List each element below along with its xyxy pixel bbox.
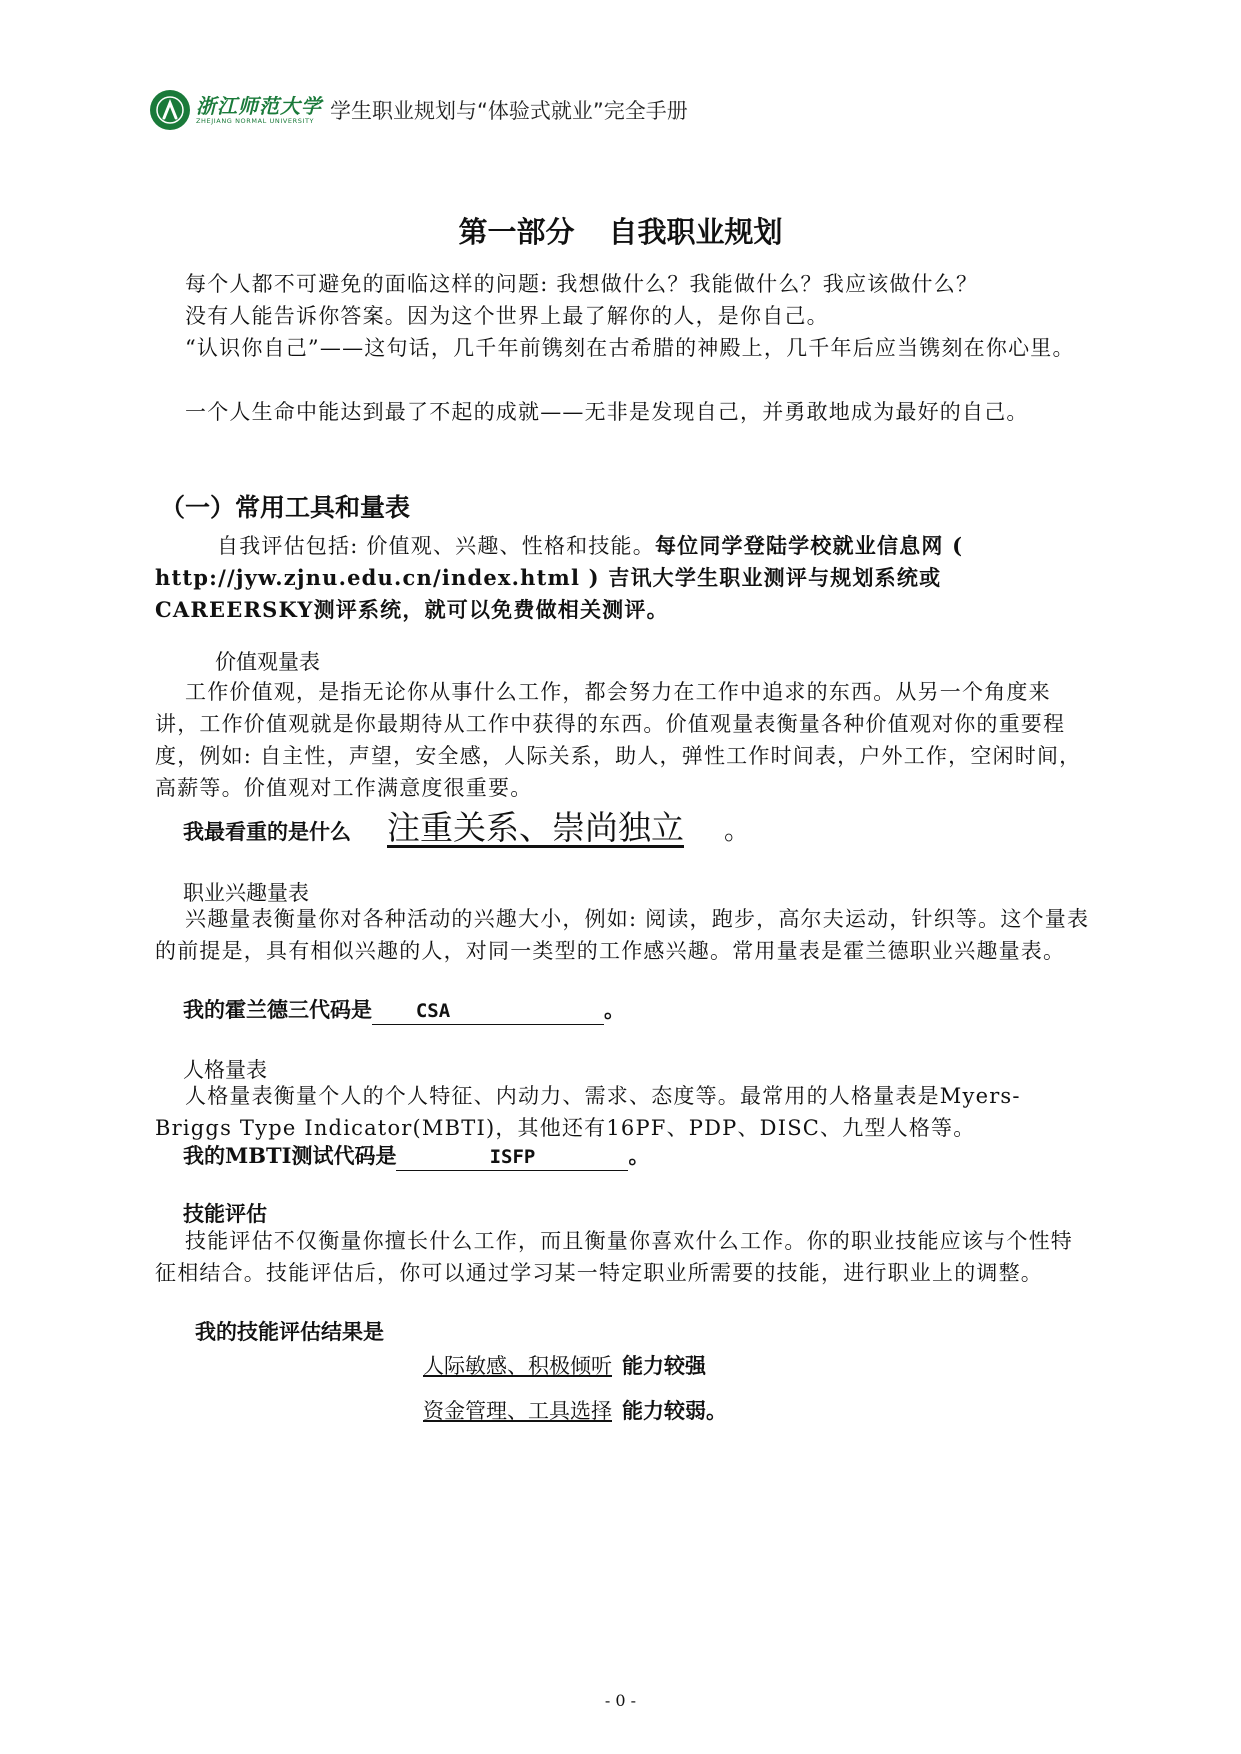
lead-bold-text: 每位同学登陆学校就业信息网 ( http://jyw.zjnu.edu.cn/index.html ) 吉讯大学生职业测评与规划系统或CAREERSKY测评系统，就可以免费做相关测评。 bbox=[155, 533, 964, 622]
skills-weak-line bbox=[389, 1395, 727, 1425]
values-prompt: 我最看重的是什么 bbox=[183, 820, 351, 844]
intro-paragraph-3: “认识你自己”——这句话，几千年前镌刻在古希腊的神殿上，几千年后应当镌刻在你心里。 bbox=[185, 336, 1075, 360]
interest-end: 。 bbox=[604, 997, 625, 1022]
logo-chinese-name: 浙江师范大学 bbox=[196, 94, 322, 118]
university-logo-text bbox=[196, 95, 322, 125]
university-logo-icon bbox=[150, 90, 190, 130]
values-heading: 价值观量表 bbox=[215, 650, 320, 674]
skills-weak-suffix: 能力较弱。 bbox=[622, 1398, 727, 1423]
interest-body: 兴趣量表衡量你对各种活动的兴趣大小，例如: 阅读，跑步，高尔夫运动，针织等。这个量表的前提是，具有相似兴趣的人，对同一类型的工作感兴趣。常用量表是霍兰德职业兴趣量表。 bbox=[155, 907, 1090, 963]
part-title bbox=[0, 210, 1241, 251]
personality-body: 人格量表衡量个人的个人特征、内动力、需求、态度等。最常用的人格量表是Myers-Briggs Type Indicator(MBTI)，其他还有16PF、PDP、DISC、九型人格等。 bbox=[155, 1084, 1021, 1140]
intro-paragraph-4: 一个人生命中能达到最了不起的成就——无非是发现自己，并勇敢地成为最好的自己。 bbox=[185, 400, 1029, 424]
values-answer-line bbox=[183, 802, 750, 849]
skills-strong-line bbox=[389, 1350, 706, 1380]
page-number: - 0 - bbox=[604, 1691, 637, 1710]
intro-line-2: 没有人能告诉你答案。因为这个世界上最了解你的人，是你自己。 bbox=[185, 304, 829, 328]
handbook-title: 学生职业规划与“体验式就业”完全手册 bbox=[330, 99, 688, 123]
values-end: 。 bbox=[724, 816, 751, 846]
skills-weak-answer: 资金管理、工具选择 bbox=[423, 1399, 612, 1423]
skills-strong-suffix: 能力较强 bbox=[622, 1353, 706, 1378]
personality-end: 。 bbox=[628, 1143, 650, 1168]
interest-answer-line bbox=[183, 994, 625, 1025]
page-header bbox=[150, 88, 688, 132]
part-number: 第一部分 bbox=[458, 215, 575, 249]
values-body: 工作价值观，是指无论你从事什么工作，都会努力在工作中追求的东西。从另一个角度来讲，工作价值观就是你最期待从工作中获得的东西。价值观量表衡量各种价值观对你的重要程度，例如: 自主性，声望，安全感，人际关系，助人，弹性工作时间表，户外工作，空闲时间，高薪等。价值观对工作满意度很重要。 bbox=[155, 680, 1082, 800]
personality-heading: 人格量表 bbox=[183, 1058, 267, 1082]
skills-heading: 技能评估 bbox=[183, 1202, 267, 1226]
personality-prompt: 我的MBTI测试代码是 bbox=[183, 1143, 397, 1168]
interest-answer: CSA bbox=[372, 998, 604, 1025]
personality-answer: ISFP bbox=[396, 1144, 628, 1171]
skills-body: 技能评估不仅衡量你擅长什么工作，而且衡量你喜欢什么工作。你的职业技能应该与个性特征相结合。技能评估后，你可以通过学习某一特定职业所需要的技能，进行职业上的调整。 bbox=[155, 1229, 1073, 1285]
skills-strong-answer: 人际敏感、积极倾听 bbox=[423, 1354, 612, 1378]
part-name: 自我职业规划 bbox=[608, 215, 783, 249]
logo-english-name: ZHEJIANG NORMAL UNIVERSITY bbox=[196, 117, 315, 125]
interest-prompt: 我的霍兰德三代码是 bbox=[183, 997, 372, 1022]
section-lead bbox=[155, 530, 1090, 626]
values-answer: 注重关系、崇尚独立 bbox=[387, 808, 684, 847]
section-heading: （一）常用工具和量表 bbox=[160, 493, 411, 522]
personality-answer-line bbox=[183, 1140, 649, 1171]
interest-heading: 职业兴趣量表 bbox=[183, 881, 309, 905]
intro-line-1: 每个人都不可避免的面临这样的问题: 我想做什么？我能做什么？我应该做什么？ bbox=[185, 272, 979, 296]
lead-text: 自我评估包括: 价值观、兴趣、性格和技能。 bbox=[217, 534, 655, 558]
skills-prompt: 我的技能评估结果是 bbox=[195, 1320, 384, 1344]
